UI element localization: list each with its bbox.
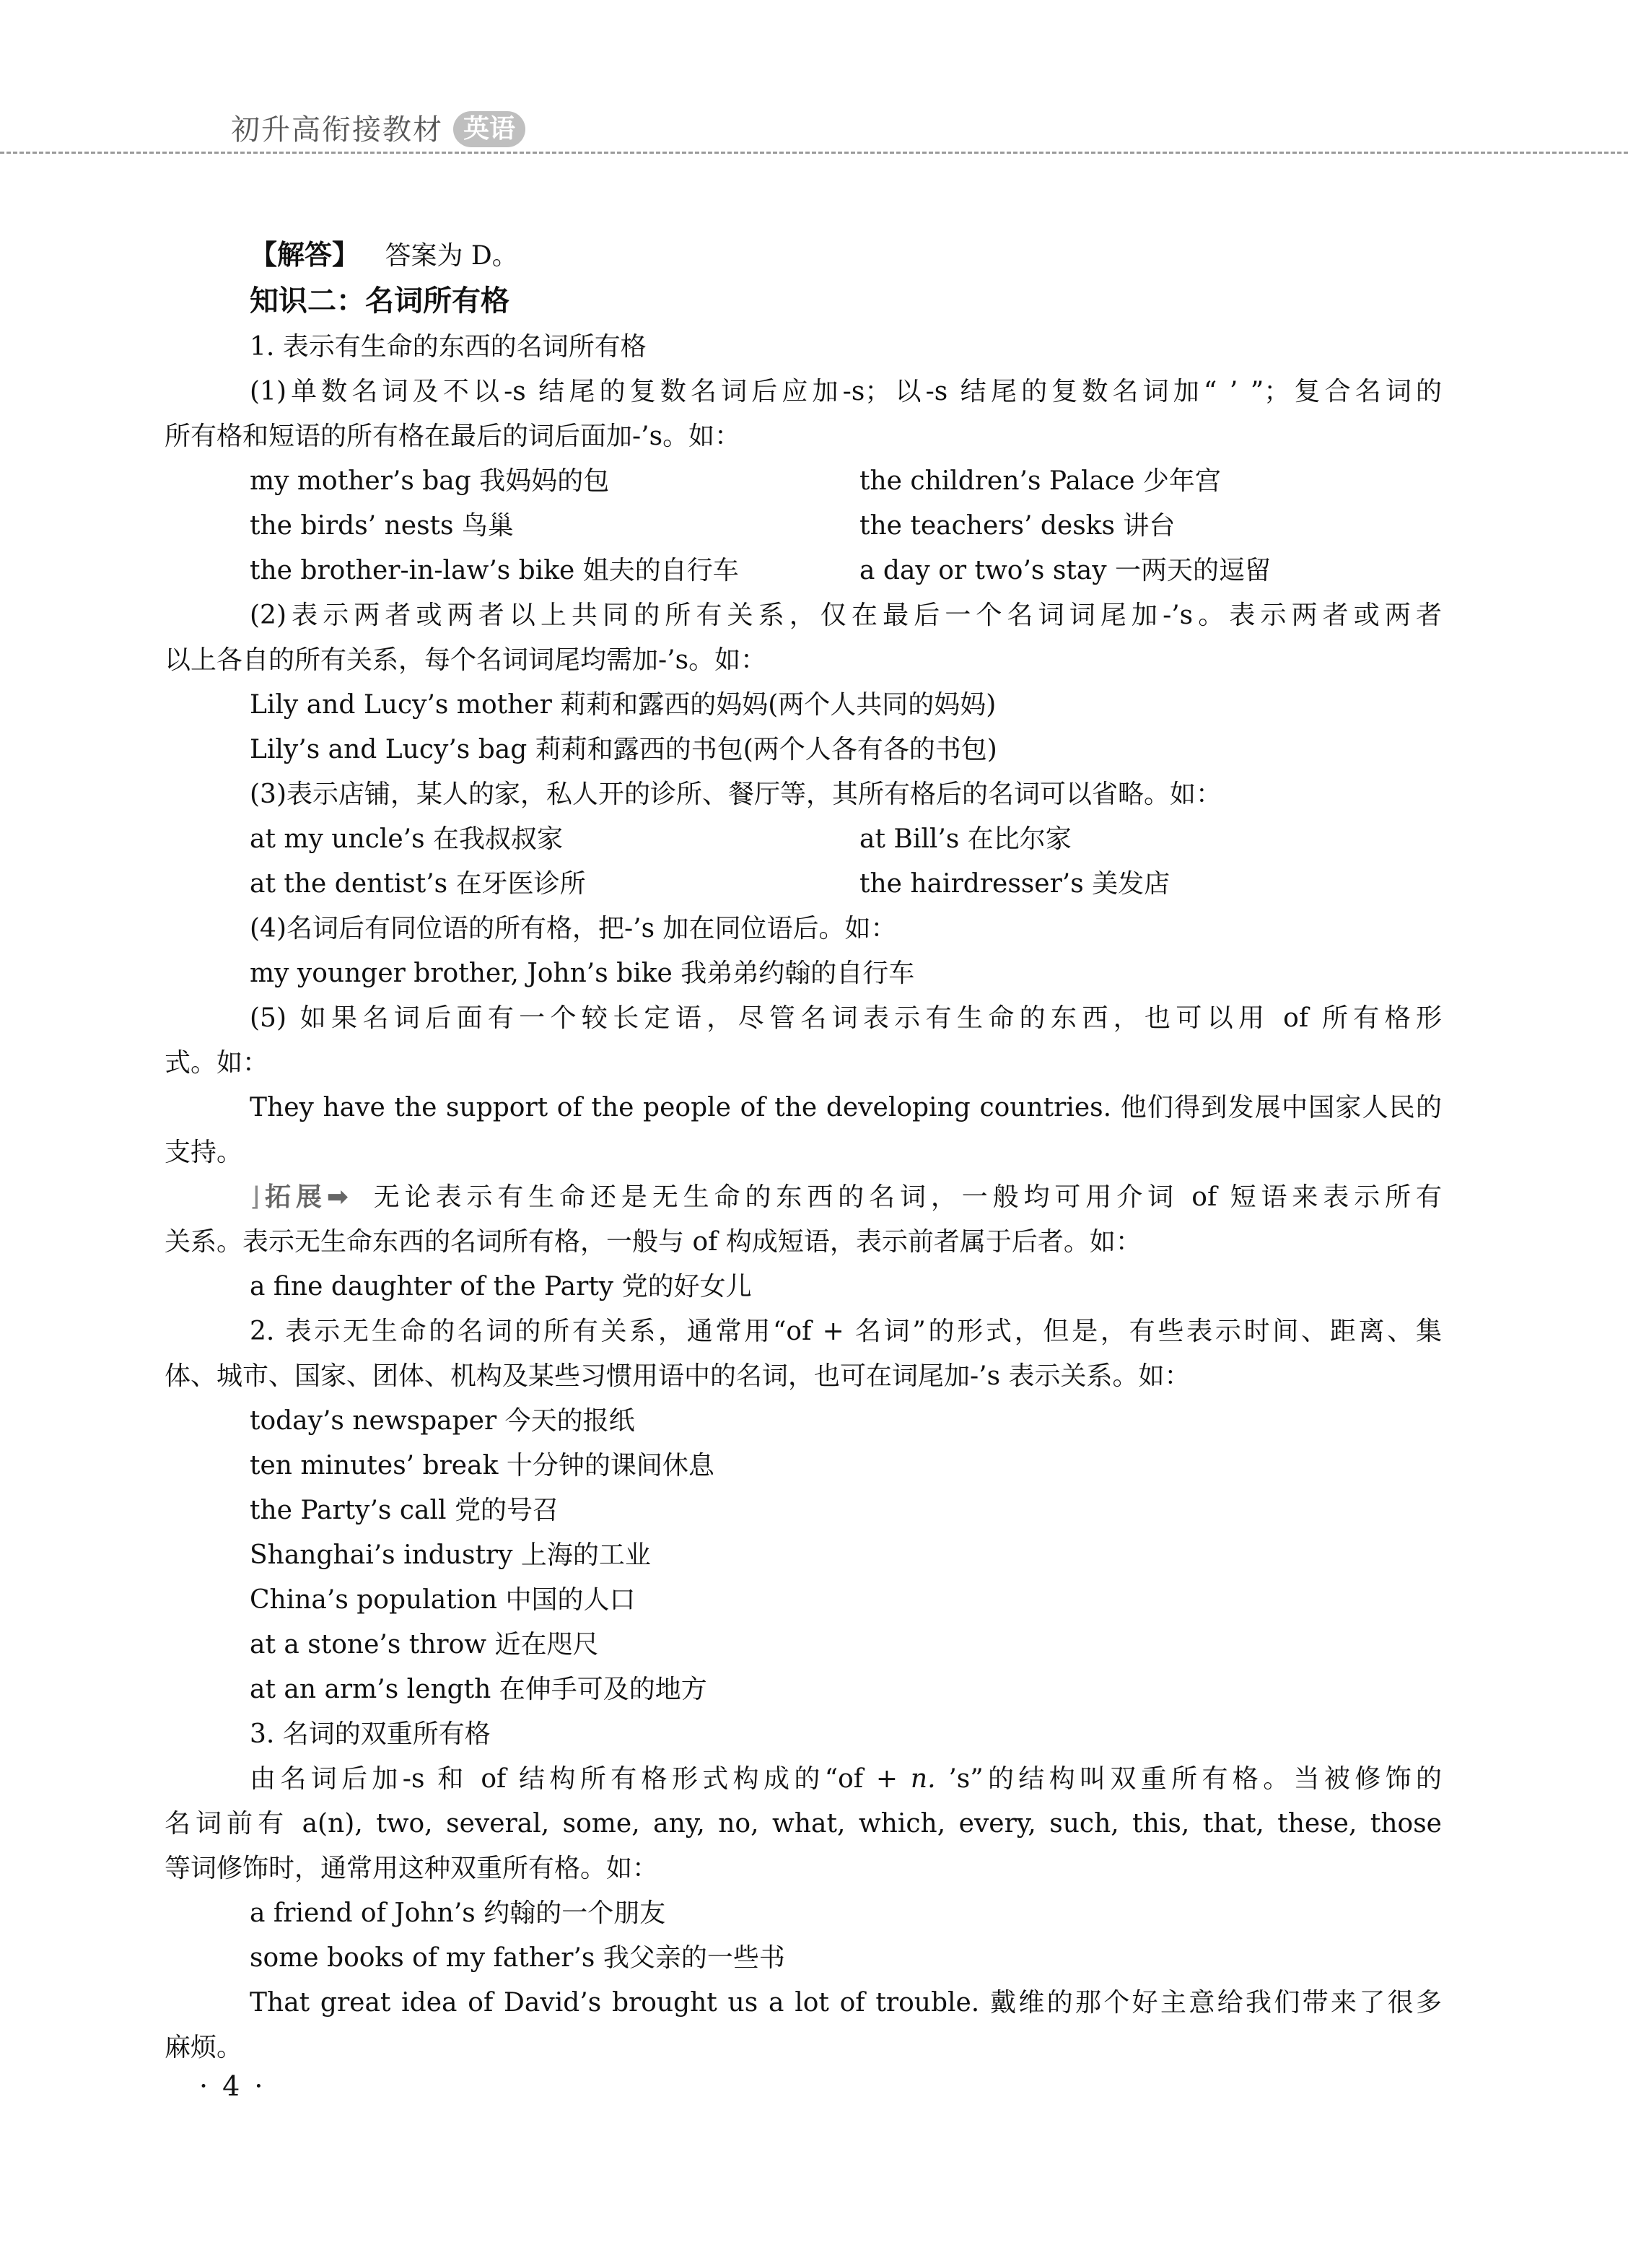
example-left: the brother-in-law’s bike 姐夫的自行车 bbox=[250, 556, 739, 585]
point3-line1-post: ’s”的结构叫双重所有格。当被修饰的 bbox=[935, 1764, 1442, 1794]
example3-line1: That great idea of David’s brought us a lot of trouble. 戴维的那个好主意给我们带来了很多 bbox=[250, 1988, 1442, 2018]
expand-label-wrap bbox=[250, 1182, 349, 1212]
subject-badge: 英语 bbox=[453, 111, 525, 147]
rule1-line2: 所有格和短语的所有格在最后的词后面加-’s。如： bbox=[165, 422, 741, 451]
rule5-line2: 式。如： bbox=[165, 1048, 269, 1078]
answer-text: 答案为 D。 bbox=[385, 241, 518, 271]
example-right: the hairdresser’s 美发店 bbox=[859, 869, 1170, 899]
example-line: ten minutes’ break 十分钟的课间休息 bbox=[250, 1451, 714, 1480]
example-pair-row bbox=[165, 862, 1442, 907]
point2-line1: 2. 表示无生命的名词的所有关系，通常用“of + 名词”的形式，但是，有些表示时间、距离、集 bbox=[250, 1317, 1442, 1346]
example5-line1: They have the support of the people of the developing countries. 他们得到发展中国家人民的 bbox=[250, 1093, 1442, 1122]
arrow-right-icon: ➡ bbox=[326, 1182, 349, 1212]
rule2-line1: (2)表示两者或两者以上共同的所有关系，仅在最后一个名词词尾加-’s。表示两者或两者 bbox=[250, 601, 1442, 630]
point3-line1-italic: n. bbox=[910, 1764, 936, 1794]
page-content bbox=[165, 232, 1442, 2070]
example-line: today’s newspaper 今天的报纸 bbox=[250, 1406, 635, 1436]
example-left: at the dentist’s 在牙医诊所 bbox=[250, 869, 586, 899]
rule3-line: (3)表示店铺，某人的家，私人开的诊所、餐厅等，其所有格后的名词可以省略。如： bbox=[250, 780, 1222, 809]
point3-line1 bbox=[165, 1757, 1442, 1802]
rule4-line: (4)名词后有同位语的所有格，把-’s 加在同位语后。如： bbox=[250, 914, 897, 943]
example-line: the Party’s call 党的号召 bbox=[250, 1496, 559, 1525]
example-right: at Bill’s 在比尔家 bbox=[859, 824, 1072, 854]
point3-line3: 等词修饰时，通常用这种双重所有格。如： bbox=[165, 1854, 659, 1883]
expand-text: 无论表示有生命还是无生命的东西的名词，一般均可用介词 of 短语来表示所有 bbox=[368, 1182, 1442, 1212]
point1-heading: 1. 表示有生命的东西的名词所有格 bbox=[250, 332, 647, 362]
point3-line1-pre: 由名词后加-s 和 of 结构所有格形式构成的“of + bbox=[250, 1764, 911, 1794]
section-heading bbox=[165, 279, 1442, 325]
example-line: at a stone’s throw 近在咫尺 bbox=[250, 1630, 599, 1659]
example-line: Shanghai’s industry 上海的工业 bbox=[250, 1540, 651, 1570]
rule2-line2: 以上各自的所有关系，每个名词词尾均需加-’s。如： bbox=[165, 645, 767, 675]
example-pair-row bbox=[165, 549, 1442, 593]
example-right: a day or two’s stay 一两天的逗留 bbox=[859, 556, 1272, 585]
rule5-line1: (5) 如果名词后面有一个较长定语，尽管名词表示有生命的东西，也可以用 of 所有格形 bbox=[250, 1003, 1442, 1033]
answer-label: 【解答】 bbox=[250, 239, 360, 271]
point3-line2: 名词前有 a(n), two, several, some, any, no, what, which, every, such, this, that, these, those bbox=[165, 1809, 1442, 1839]
example-line: a fine daughter of the Party 党的好女儿 bbox=[250, 1272, 752, 1301]
expand-label: 拓展 bbox=[260, 1182, 327, 1212]
example-left: my mother’s bag 我妈妈的包 bbox=[250, 466, 610, 496]
answer-line bbox=[165, 232, 1442, 279]
section-title: 知识二：名词所有格 bbox=[250, 284, 509, 318]
rule1-line1: (1)单数名词及不以-s 结尾的复数名词后应加-s；以-s 结尾的复数名词加“ ’ ”；复合名词的 bbox=[250, 377, 1442, 406]
example-line: a friend of John’s 约翰的一个朋友 bbox=[250, 1898, 666, 1928]
expand-line1 bbox=[165, 1175, 1442, 1220]
example-line: Lily and Lucy’s mother 莉莉和露西的妈妈(两个人共同的妈妈) bbox=[250, 690, 997, 720]
example-line: Lily’s and Lucy’s bag 莉莉和露西的书包(两个人各有各的书包) bbox=[250, 735, 997, 764]
example-line: China’s population 中国的人口 bbox=[250, 1585, 636, 1615]
example-right: the teachers’ desks 讲台 bbox=[859, 511, 1176, 541]
example-left: the birds’ nests 鸟巢 bbox=[250, 511, 514, 541]
page-number: · 4 · bbox=[199, 2070, 266, 2102]
point3-heading: 3. 名词的双重所有格 bbox=[250, 1719, 491, 1749]
example-right: the children’s Palace 少年宫 bbox=[859, 466, 1221, 496]
example-left: at my uncle’s 在我叔叔家 bbox=[250, 824, 564, 854]
example-pair-row bbox=[165, 459, 1442, 504]
example-line: at an arm’s length 在伸手可及的地方 bbox=[250, 1675, 707, 1704]
book-title: 初升高衔接教材 bbox=[231, 113, 443, 147]
point2-line2: 体、城市、国家、团体、机构及某些习惯用语中的名词，也可在词尾加-’s 表示关系。如： bbox=[165, 1361, 1191, 1391]
expand-bracket-mark: ⌋ bbox=[250, 1182, 261, 1212]
example5-line2: 支持。 bbox=[165, 1138, 243, 1167]
expand-line2: 关系。表示无生命东西的名词所有格，一般与 of 构成短语，表示前者属于后者。如： bbox=[165, 1227, 1142, 1257]
header-divider bbox=[0, 152, 1628, 154]
example-line: my younger brother, John’s bike 我弟弟约翰的自行车 bbox=[250, 959, 915, 988]
example-pair-row bbox=[165, 504, 1442, 549]
page-header bbox=[0, 0, 1628, 159]
example-line: some books of my father’s 我父亲的一些书 bbox=[250, 1943, 785, 1973]
example-pair-row bbox=[165, 817, 1442, 862]
example3-line2: 麻烦。 bbox=[165, 2033, 243, 2062]
